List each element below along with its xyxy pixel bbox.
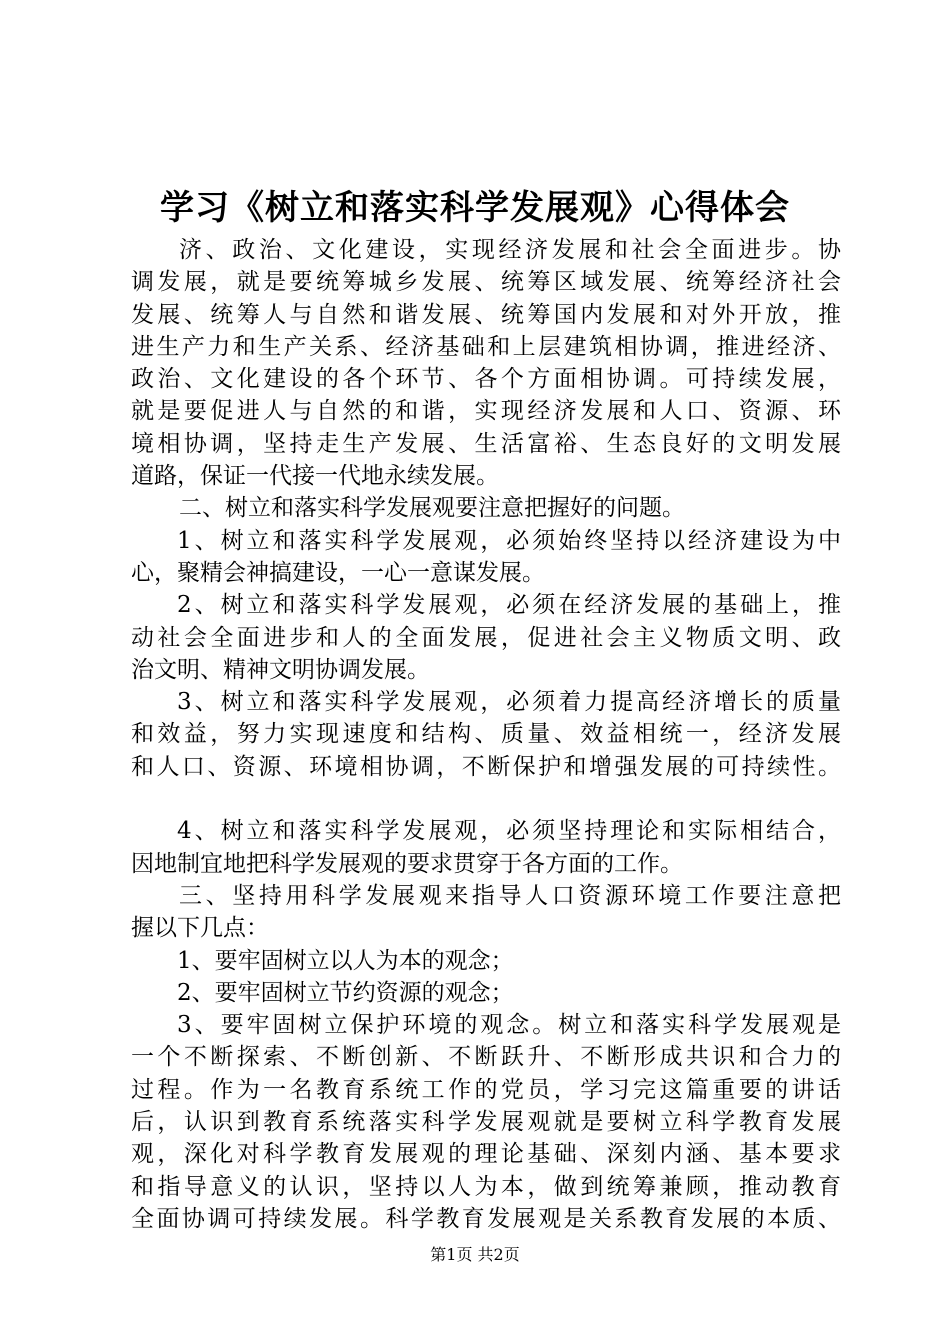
page-footer: 第1页 共2页 <box>430 1245 520 1264</box>
document-body <box>131 234 841 1235</box>
text-line: 一个不断探索、不断创新、不断跃升、不断形成共识和合力的 <box>131 1044 841 1071</box>
text-line: 心，聚精会神搞建设，一心一意谋发展。 <box>131 559 545 586</box>
text-line: 和人口、资源、环境相协调，不断保护和增强发展的可持续性。 <box>131 753 841 780</box>
blank-line <box>131 783 841 815</box>
text-line: 2、树立和落实科学发展观，必须在经济发展的基础上，推 <box>177 592 841 619</box>
text-line: 调发展，就是要统筹城乡发展、统筹区域发展、统筹经济社会 <box>131 269 841 296</box>
text-line: 全面协调可持续发展。科学教育发展观是关系教育发展的本质、 <box>131 1205 841 1232</box>
text-line: 1、树立和落实科学发展观，必须始终坚持以经济建设为中 <box>177 527 841 554</box>
text-line: 过程。作为一名教育系统工作的党员，学习完这篇重要的讲话 <box>131 1076 841 1103</box>
text-line: 和指导意义的认识，坚持以人为本，做到统筹兼顾，推动教育 <box>131 1173 841 1200</box>
section-heading: 二、树立和落实科学发展观要注意把握好的问题。 <box>179 495 685 522</box>
text-line: 观，深化对科学教育发展观的理论基础、深刻内涵、基本要求 <box>131 1141 841 1168</box>
text-line: 政治、文化建设的各个环节、各个方面相协调。可持续发展， <box>131 366 841 393</box>
text-line: 济、政治、文化建设，实现经济发展和社会全面进步。协 <box>179 237 841 263</box>
text-line: 进生产力和生产关系、经济基础和上层建筑相协调，推进经济、 <box>131 333 841 360</box>
text-line: 因地制宜地把科学发展观的要求贯穿于各方面的工作。 <box>131 850 683 877</box>
document-title: 学习《树立和落实科学发展观》心得体会 <box>160 188 790 228</box>
text-line: 治文明、精神文明协调发展。 <box>131 656 430 683</box>
text-line: 后，认识到教育系统落实科学发展观就是要树立科学教育发展 <box>131 1109 841 1136</box>
text-line: 和效益，努力实现速度和结构、质量、效益相统一，经济发展 <box>131 721 841 748</box>
text-line: 发展、统筹人与自然和谐发展、统筹国内发展和对外开放，推 <box>131 301 841 328</box>
section-heading: 三、坚持用科学发展观来指导人口资源环境工作要注意把 <box>179 882 841 909</box>
text-line: 就是要促进人与自然的和谐，实现经济发展和人口、资源、环 <box>131 398 841 425</box>
text-line: 动社会全面进步和人的全面发展，促进社会主义物质文明、政 <box>131 624 841 651</box>
text-line: 4、树立和落实科学发展观，必须坚持理论和实际相结合， <box>177 818 841 845</box>
list-item: 2、要牢固树立节约资源的观念； <box>177 979 514 1006</box>
text-line: 道路，保证一代接一代地永续发展。 <box>131 463 499 490</box>
text-line: 3、树立和落实科学发展观，必须着力提高经济增长的质量 <box>177 689 841 716</box>
list-item: 3、要牢固树立保护环境的观念。树立和落实科学发展观是 <box>177 1012 841 1039</box>
text-line: 境相协调，坚持走生产发展、生活富裕、生态良好的文明发展 <box>131 430 841 457</box>
list-item: 1、要牢固树立以人为本的观念； <box>177 947 514 974</box>
text-line: 握以下几点： <box>131 915 269 942</box>
